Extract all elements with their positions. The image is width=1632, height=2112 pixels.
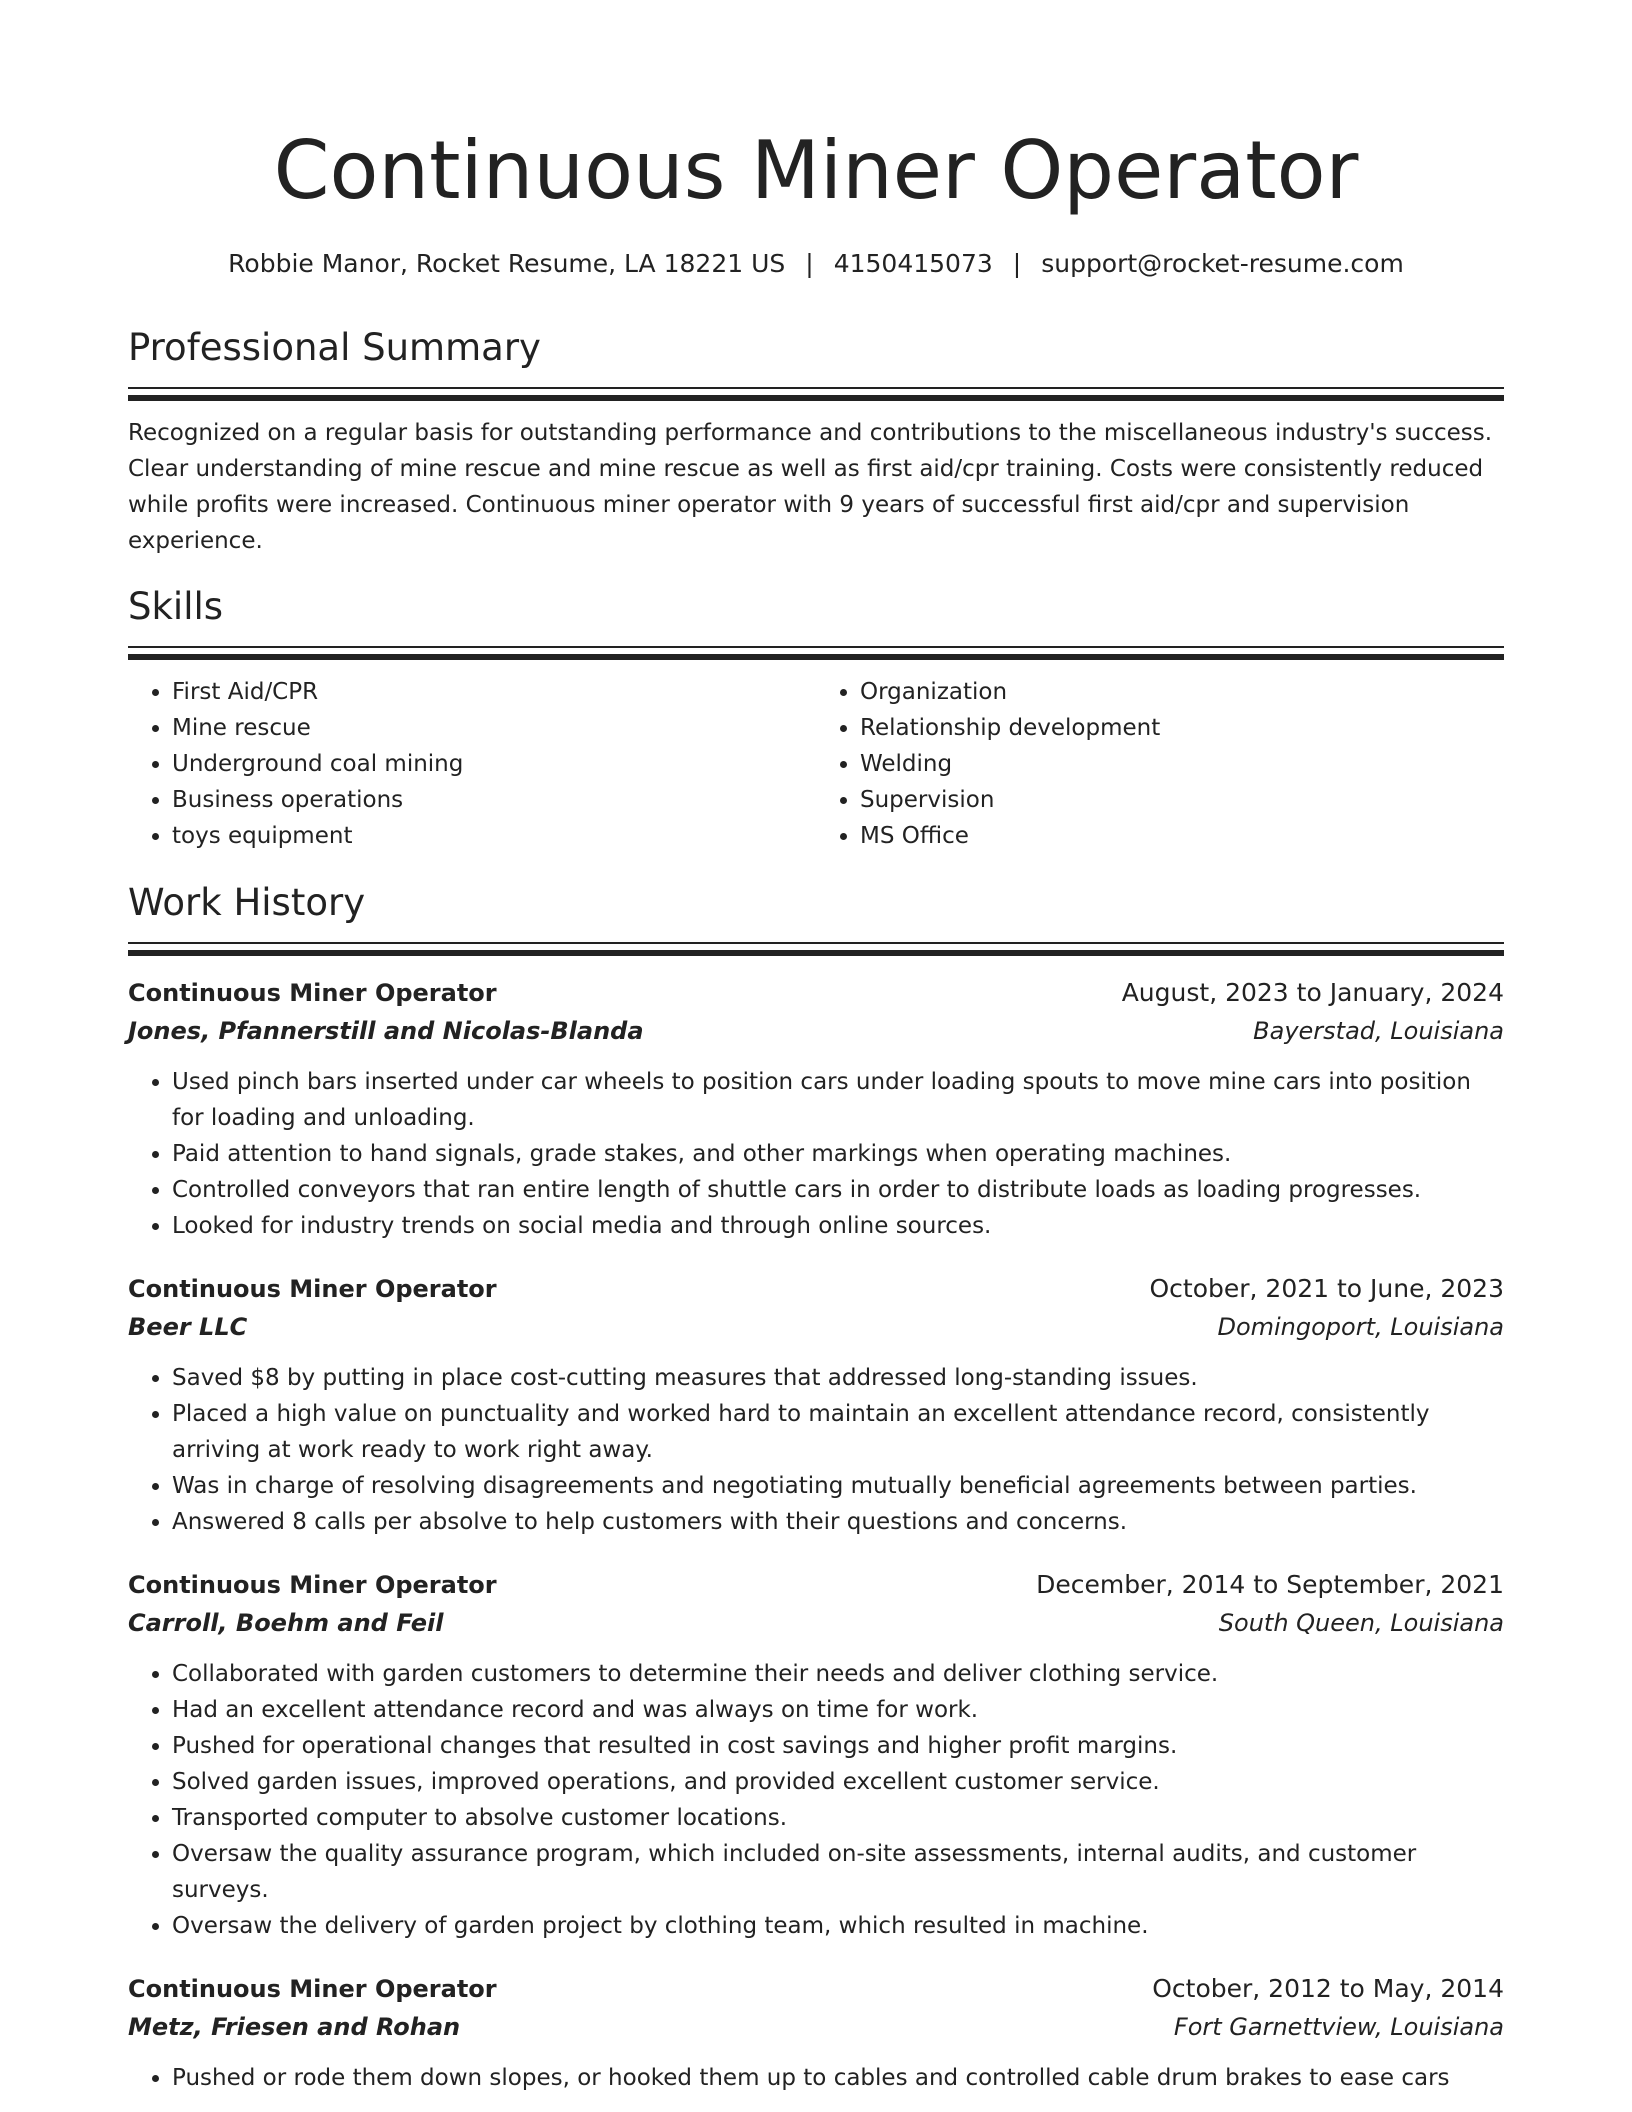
job-dates: December, 2014 to September, 2021 [1036,1570,1504,1599]
job-bullet: • Saved $8 by putting in place cost-cutting measures that addressed long-standing issues. [172,1360,1504,1396]
job-company: Metz, Friesen and Rohan [128,2013,461,2041]
job-dates: October, 2021 to June, 2023 [1149,1274,1504,1303]
job-company: Carroll, Boehm and Feil [128,1609,444,1637]
job-entry [128,1270,1504,1540]
job-entry [128,974,1504,1244]
skill-item: • Business operations [172,782,816,818]
job-location: Domingoport, Louisiana [1217,1313,1504,1341]
summary-text: Recognized on a regular basis for outstanding performance and contributions to the miscellaneous industry's success. Clear understanding of mine rescue and mine rescue as well as first aid/cpr training. Costs were consistently reduced while profits were increased. Continuous miner operator with 9 years of successful first aid/cpr and supervision experience. [128,420,1493,554]
job-title: Continuous Miner Operator [128,979,497,1007]
job-bullet: • Answered 8 calls per absolve to help customers with their questions and concerns. [172,1504,1504,1540]
heading-divider-thick [128,950,1504,956]
job-header-row [128,1270,1504,1308]
heading-divider [128,646,1504,648]
job-bullet: • Placed a high value on punctuality and worked hard to maintain an excellent attendance record, consistently arriving at work ready to work right away. [172,1396,1504,1468]
contact-email[interactable]: support@rocket-resume.com [1041,249,1404,278]
job-company: Beer LLC [128,1313,248,1341]
job-bullet: • Used pinch bars inserted under car wheels to position cars under loading spouts to move mine cars into position for loading and unloading. [172,1064,1504,1136]
work-history-section [128,878,1504,2096]
job-location: Fort Garnettview, Louisiana [1173,2013,1504,2041]
section-heading-summary: Professional Summary [128,326,541,369]
skills-section [128,582,1504,854]
heading-divider [128,387,1504,389]
job-bullets [128,1064,1504,1244]
heading-divider-thick [128,395,1504,401]
skill-item: • Organization [860,674,1504,710]
skills-list-right [816,674,1504,854]
heading-divider-thick [128,654,1504,660]
contact-separator: | [805,249,814,278]
contact-line [128,247,1504,281]
job-title: Continuous Miner Operator [128,1975,497,2003]
job-bullet: • Pushed or rode them down slopes, or hooked them up to cables and controlled cable drum brakes to ease cars [172,2060,1504,2096]
skill-item: • Mine rescue [172,710,816,746]
job-bullet: • Transported computer to absolve customer locations. [172,1800,1504,1836]
job-location: Bayerstad, Louisiana [1253,1017,1504,1045]
skill-item: • Welding [860,746,1504,782]
job-dates: August, 2023 to January, 2024 [1121,978,1504,1007]
skill-item: • toys equipment [172,818,816,854]
contact-separator: | [1012,249,1022,278]
job-entry [128,1566,1504,1944]
job-employer-row [128,1604,1504,1642]
resume-title: Continuous Miner Operator [273,124,1359,217]
skill-item: • Relationship development [860,710,1504,746]
skill-item: • Underground coal mining [172,746,816,782]
contact-phone: 4150415073 [833,249,993,278]
job-title: Continuous Miner Operator [128,1571,497,1599]
job-header-row [128,974,1504,1012]
job-bullet: • Oversaw the delivery of garden project by clothing team, which resulted in machine. [172,1908,1504,1944]
skill-item: • Supervision [860,782,1504,818]
job-bullet: • Pushed for operational changes that resulted in cost savings and higher profit margins. [172,1728,1504,1764]
job-employer-row [128,2008,1504,2046]
job-bullet: • Was in charge of resolving disagreements and negotiating mutually beneficial agreements between parties. [172,1468,1504,1504]
job-bullet: • Looked for industry trends on social media and through online sources. [172,1208,1504,1244]
heading-divider [128,942,1504,944]
job-bullet: • Had an excellent attendance record and was always on time for work. [172,1692,1504,1728]
job-employer-row [128,1308,1504,1346]
job-title: Continuous Miner Operator [128,1275,497,1303]
job-entry [128,1970,1504,2096]
job-bullet: • Paid attention to hand signals, grade stakes, and other markings when operating machines. [172,1136,1504,1172]
job-company: Jones, Pfannerstill and Nicolas-Blanda [128,1017,644,1045]
section-heading-skills: Skills [128,585,224,628]
job-header-row [128,1566,1504,1604]
job-bullet: • Solved garden issues, improved operations, and provided excellent customer service. [172,1764,1504,1800]
job-employer-row [128,1012,1504,1050]
skills-grid [128,674,1504,854]
skill-item: • MS Office [860,818,1504,854]
contact-address: Robbie Manor, Rocket Resume, LA 18221 US [228,249,786,278]
job-bullet: • Oversaw the quality assurance program, which included on-site assessments, internal audits, and customer surveys. [172,1836,1504,1908]
professional-summary-section [128,323,1504,559]
skills-list-left [128,674,816,854]
job-location: South Queen, Louisiana [1218,1609,1504,1637]
section-heading-work-history: Work History [128,881,366,924]
job-bullet: • Collaborated with garden customers to determine their needs and deliver clothing service. [172,1656,1504,1692]
job-bullets [128,1360,1504,1540]
job-bullets [128,1656,1504,1944]
job-dates: October, 2012 to May, 2014 [1152,1974,1504,2003]
job-bullets [128,2060,1504,2096]
job-bullet: • Controlled conveyors that ran entire length of shuttle cars in order to distribute loads as loading progresses. [172,1172,1504,1208]
skill-item: • First Aid/CPR [172,674,816,710]
job-header-row [128,1970,1504,2008]
